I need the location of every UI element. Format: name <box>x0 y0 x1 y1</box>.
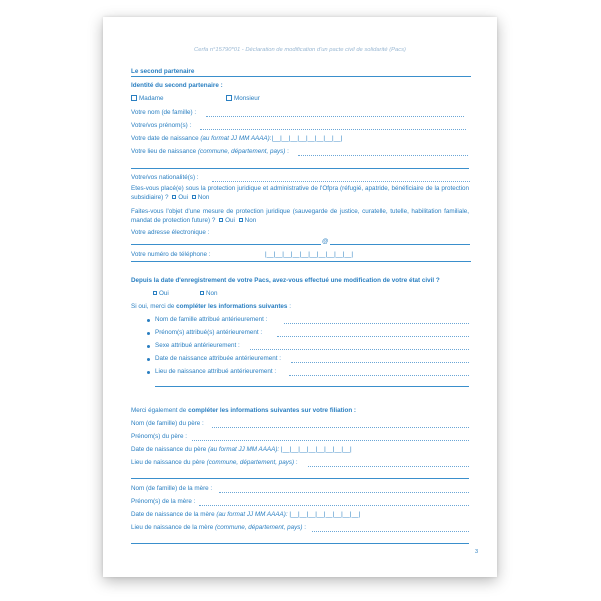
phone-rule <box>131 261 471 262</box>
birth-place-field-line2[interactable] <box>131 168 469 169</box>
protection-question <box>131 185 469 202</box>
prev-sex-label: Sexe attribué antérieurement : <box>155 342 240 349</box>
father-first-label: Prénom(s) du père : <box>131 433 187 440</box>
mother-place-field[interactable] <box>312 531 469 532</box>
bullet <box>147 371 150 374</box>
prev-first-names-label: Prénom(s) attribué(s) antérieurement : <box>155 329 263 336</box>
father-place-colon: : <box>295 459 298 466</box>
filiation-prefix: Merci également de <box>131 407 187 414</box>
birth-date-label: Votre date de naissance <box>131 135 199 142</box>
phone-boxes[interactable]: |__|__|__|__|__|__|__|__|__|__| <box>265 251 354 258</box>
if-yes-instruction <box>131 303 291 311</box>
filiation-instruction <box>131 407 356 415</box>
family-name-field[interactable] <box>206 116 464 117</box>
father-place-row <box>131 459 298 467</box>
legal-question-text: Faites-vous l'objet d'une mesure de protection juridique (sauvegarde de justice, curatelle, tutelle, habilitation familiale, mandat de protection future) ? <box>131 208 469 224</box>
page-header: Cerfa n°15790*01 - Déclaration de modification d'un pacte civil de solidarité (Pacs) <box>194 47 406 53</box>
prev-birth-date-label: Date de naissance attribuée antérieurement : <box>155 355 282 362</box>
bullet <box>147 319 150 322</box>
civil-non-option[interactable] <box>198 290 218 298</box>
if-yes-bold: compléter les informations suivantes <box>176 303 288 310</box>
birth-place-field[interactable] <box>298 155 468 156</box>
prev-birth-place-field-line2[interactable] <box>155 386 469 387</box>
civil-oui-checkbox[interactable] <box>153 291 157 295</box>
email-label: Votre adresse électronique : <box>131 229 210 236</box>
father-place-field-line2[interactable] <box>131 478 469 479</box>
mother-date-row <box>131 511 360 519</box>
protection-question-text: Etes-vous placé(e) sous la protection juridique et administrative de l'Ofpra (réfugié, apatride, bénéficiaire de la protection subsidiaire) ? <box>131 185 469 201</box>
birth-place-row <box>131 148 289 156</box>
birth-place-hint: (commune, département, pays) <box>197 148 286 155</box>
page-number: 3 <box>475 549 479 555</box>
mother-name-field[interactable] <box>219 492 469 493</box>
civil-status-question: Depuis la date d'enregistrement de votre Pacs, avez-vous effectué une modification de votre état civil ? <box>131 277 440 284</box>
nationality-field[interactable] <box>212 181 470 182</box>
if-yes-prefix: Si oui, merci de <box>131 303 175 310</box>
family-name-label: Votre nom (de famille) : <box>131 109 197 116</box>
section-title-rule <box>131 76 471 77</box>
identity-title: Identité du second partenaire : <box>131 82 223 89</box>
nationality-label: Votre/vos nationalité(s) : <box>131 174 199 181</box>
mother-date-hint: (au format JJ MM AAAA): <box>216 511 288 518</box>
protection-non-checkbox[interactable] <box>192 195 196 199</box>
madame-option[interactable] <box>131 95 164 103</box>
mother-place-label: Lieu de naissance de la mère <box>131 524 214 531</box>
father-first-field[interactable] <box>192 440 469 441</box>
prev-family-name-label: Nom de famille attribué antérieurement : <box>155 316 268 323</box>
father-date-hint: (au format JJ MM AAAA): <box>208 446 280 453</box>
form-page <box>103 17 497 577</box>
bullet <box>147 345 150 348</box>
prev-first-names-field[interactable] <box>277 336 469 337</box>
mother-place-field-line2[interactable] <box>131 543 469 544</box>
civil-oui-option[interactable] <box>151 290 169 298</box>
prev-birth-date-field[interactable] <box>291 362 469 363</box>
prev-sex-field[interactable] <box>250 349 469 350</box>
father-date-boxes[interactable]: |__|__|__|__|__|__|__|__| <box>280 446 352 453</box>
birth-place-colon: : <box>287 148 289 155</box>
email-local-field[interactable] <box>131 244 321 245</box>
bullet <box>147 332 150 335</box>
prev-birth-place-field[interactable] <box>289 375 469 376</box>
first-names-field[interactable] <box>200 129 466 130</box>
civil-non-label: Non <box>206 290 218 297</box>
birth-date-hint: (au format JJ MM AAAA) <box>200 135 270 142</box>
birth-date-row <box>131 135 342 143</box>
mother-place-hint: (commune, département, pays) <box>215 524 303 531</box>
legal-non-label: Non <box>244 216 257 224</box>
monsieur-checkbox[interactable] <box>226 95 232 101</box>
father-name-label: Nom (de famille) du père : <box>131 420 204 427</box>
father-place-label: Lieu de naissance du père <box>131 459 205 466</box>
if-yes-suffix: : <box>289 303 291 310</box>
mother-date-label: Date de naissance de la mère <box>131 511 215 518</box>
civil-oui-label: Oui <box>159 290 169 297</box>
mother-place-row <box>131 524 306 532</box>
monsieur-label: Monsieur <box>234 95 260 102</box>
phone-label: Votre numéro de téléphone : <box>131 251 211 258</box>
protection-non-label: Non <box>197 193 210 201</box>
section-title: Le second partenaire <box>131 68 195 75</box>
father-name-field[interactable] <box>212 427 469 428</box>
legal-oui-checkbox[interactable] <box>219 218 223 222</box>
prev-birth-place-label: Lieu de naissance attribué antérieurement : <box>155 368 277 375</box>
prev-family-name-field[interactable] <box>284 323 469 324</box>
mother-first-field[interactable] <box>199 505 469 506</box>
father-date-label: Date de naissance du père <box>131 446 207 453</box>
mother-place-colon: : <box>304 524 307 531</box>
legal-protection-question <box>131 208 469 225</box>
birth-date-boxes[interactable]: :|__|__|__|__|__|__|__|__| <box>269 135 343 142</box>
legal-non-checkbox[interactable] <box>239 218 243 222</box>
email-domain-field[interactable] <box>330 244 470 245</box>
birth-place-label: Votre lieu de naissance <box>131 148 197 155</box>
protection-oui-label: Oui <box>178 193 189 201</box>
father-place-hint: (commune, département, pays) <box>206 459 295 466</box>
madame-checkbox[interactable] <box>131 95 137 101</box>
monsieur-option[interactable] <box>226 95 260 103</box>
email-at: @ <box>322 238 329 245</box>
father-date-row <box>131 446 352 454</box>
first-names-label: Votre/vos prénom(s) : <box>131 122 192 129</box>
bullet <box>147 358 150 361</box>
filiation-bold: compléter les informations suivantes sur votre filiation : <box>188 407 357 414</box>
mother-name-label: Nom (de famille) de la mère : <box>131 485 213 492</box>
father-place-field[interactable] <box>308 466 469 467</box>
civil-non-checkbox[interactable] <box>200 291 204 295</box>
mother-date-boxes[interactable]: |__|__|__|__|__|__|__|__| <box>289 511 361 518</box>
mother-first-label: Prénom(s) de la mère : <box>131 498 196 505</box>
madame-label: Madame <box>139 95 164 102</box>
protection-oui-checkbox[interactable] <box>172 195 176 199</box>
legal-oui-label: Oui <box>225 216 235 224</box>
